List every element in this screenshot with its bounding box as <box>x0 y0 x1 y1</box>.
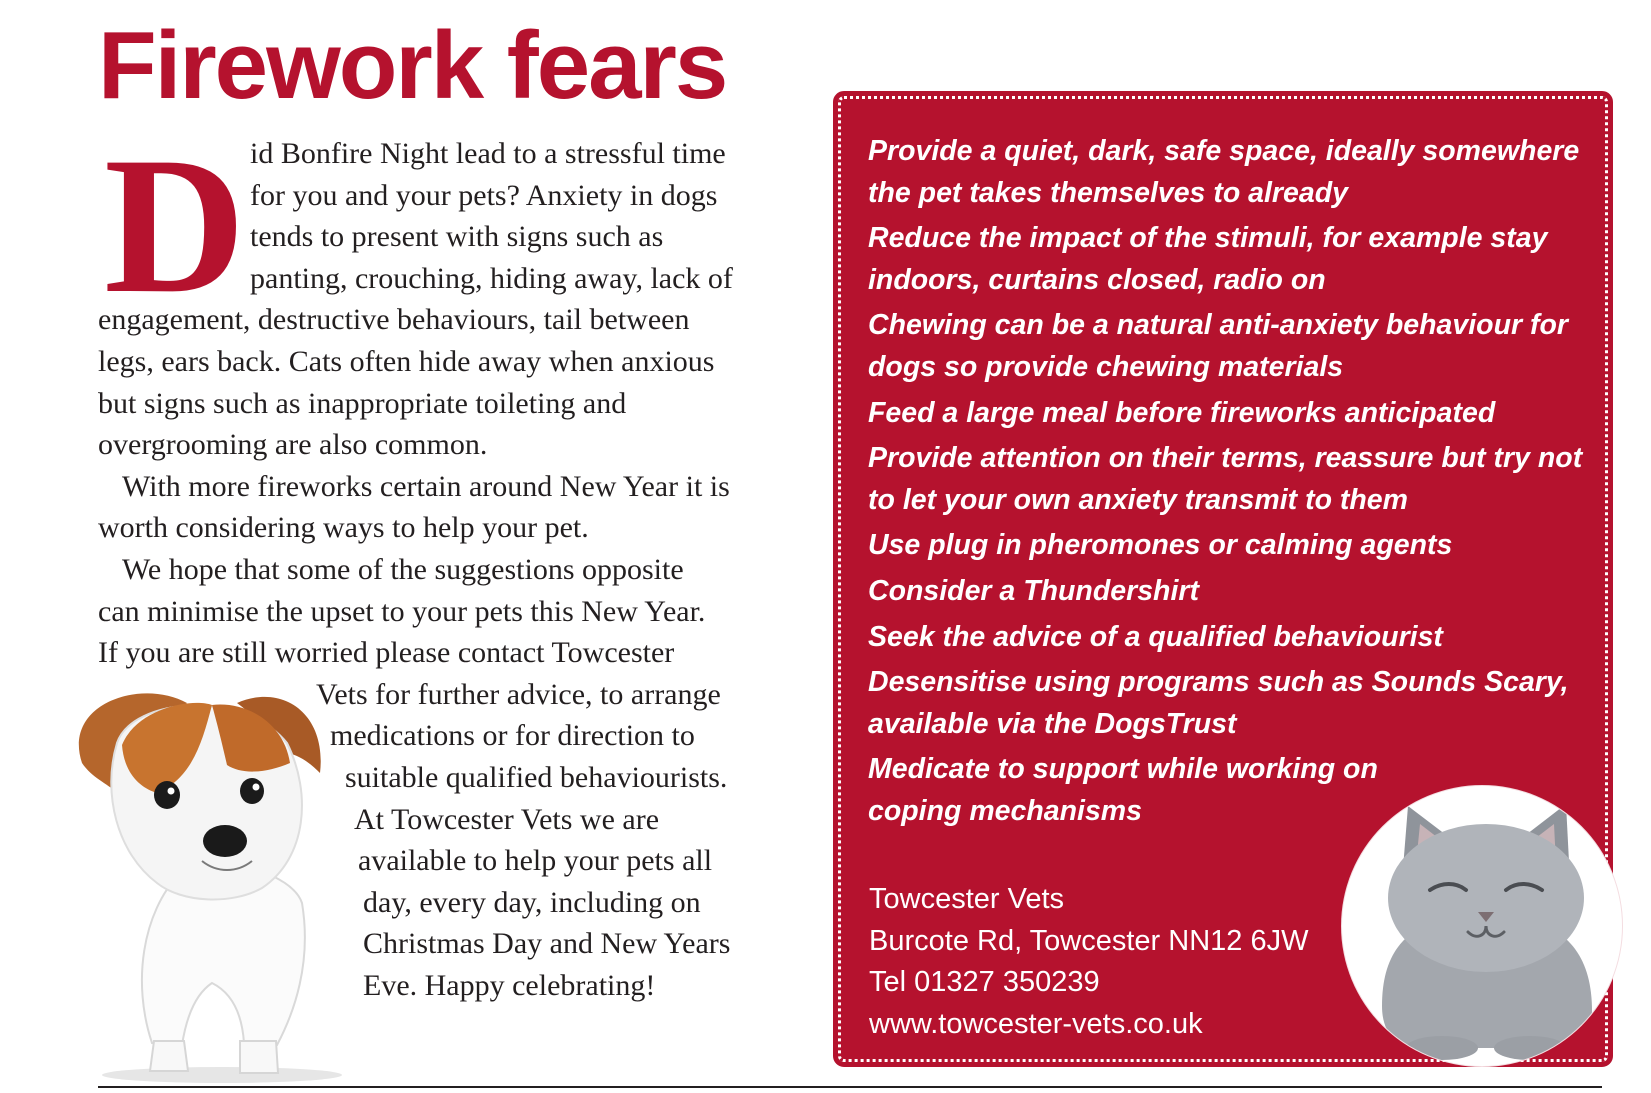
bottom-rule <box>98 1086 1602 1088</box>
body-line: If you are still worried please contact Towcester <box>98 636 675 670</box>
tip-line: Desensitise using programs such as Sounds Scary, <box>868 666 1569 699</box>
body-line: overgrooming are also common. <box>98 428 488 462</box>
tip-item <box>868 218 1608 301</box>
article-paragraph-2 <box>98 466 828 549</box>
cat-head <box>1388 824 1584 972</box>
tip-line: indoors, curtains closed, radio on <box>868 263 1326 296</box>
body-line: tends to present with signs such as <box>250 220 664 254</box>
body-line: can minimise the upset to your pets this New Year. <box>98 594 706 628</box>
body-line: We hope that some of the suggestions opposite <box>122 552 684 586</box>
contact-phone[interactable]: Tel 01327 350239 <box>869 966 1100 998</box>
body-line: Vets for further advice, to arrange <box>316 677 721 711</box>
tip-item <box>868 131 1608 214</box>
body-line: legs, ears back. Cats often hide away when anxious <box>98 344 715 378</box>
puppy-front-leg-right <box>240 1041 278 1073</box>
body-line: but signs such as inappropriate toileting and <box>98 386 627 420</box>
contact-address: Burcote Rd, Towcester NN12 6JW <box>869 924 1309 957</box>
tip-line: Chewing can be a natural anti-anxiety behaviour for <box>868 309 1568 342</box>
tip-item <box>868 305 1608 388</box>
body-line: panting, crouching, hiding away, lack of <box>250 261 733 295</box>
drop-cap: D <box>104 117 246 334</box>
puppy-eye-left <box>154 781 180 809</box>
body-line: medications or for direction to <box>330 719 695 753</box>
tip-line: dogs so provide chewing materials <box>868 350 1344 383</box>
tips-list <box>868 131 1608 837</box>
tip-item <box>868 393 1608 435</box>
tip-item <box>868 571 1608 613</box>
cat-illustration <box>1342 786 1622 1066</box>
tip-line: Provide a quiet, dark, safe space, ideally somewhere <box>868 135 1580 167</box>
body-line: id Bonfire Night lead to a stressful time <box>250 137 726 170</box>
body-line: With more fireworks certain around New Year it is <box>122 469 730 503</box>
puppy-front-leg-left <box>150 1041 188 1071</box>
tip-line: Feed a large meal before fireworks anticipated <box>868 396 1496 429</box>
article-paragraph-1 <box>98 133 828 466</box>
body-line: for you and your pets? Anxiety in dogs <box>250 178 718 212</box>
body-line: At Towcester Vets we are <box>354 802 660 836</box>
tip-item <box>868 438 1608 521</box>
puppy-image <box>62 682 362 1084</box>
body-line: available to help your pets all <box>358 844 713 878</box>
body-line: Eve. Happy celebrating! <box>363 968 656 1002</box>
contact-website-link[interactable]: www.towcester-vets.co.uk <box>869 1007 1203 1040</box>
tip-line: Medicate to support while working on <box>868 753 1378 786</box>
puppy-nose <box>203 825 247 857</box>
tip-line: Seek the advice of a qualified behaviourist <box>868 620 1443 653</box>
tip-line: the pet takes themselves to already <box>868 176 1348 209</box>
body-line: Christmas Day and New Years <box>363 927 731 961</box>
tip-line: Reduce the impact of the stimuli, for example stay <box>868 222 1548 255</box>
body-line: day, every day, including on <box>363 885 701 919</box>
article-title: Firework fears <box>98 12 727 119</box>
contact-name: Towcester Vets <box>869 883 1065 915</box>
puppy-eye-glint <box>168 788 175 795</box>
tip-line: Consider a Thundershirt <box>868 574 1199 607</box>
tip-item <box>868 525 1608 567</box>
puppy-shadow <box>102 1067 342 1083</box>
puppy-eye-glint <box>253 784 260 791</box>
tip-item <box>868 662 1608 745</box>
tip-item <box>868 617 1608 659</box>
tip-line: available via the DogsTrust <box>868 707 1237 740</box>
body-line: suitable qualified behaviourists. <box>345 760 728 794</box>
body-line: engagement, destructive behaviours, tail between <box>98 303 690 337</box>
body-line: worth considering ways to help your pet. <box>98 511 589 545</box>
puppy-eye-right <box>240 778 264 804</box>
tip-line: Provide attention on their terms, reassure but try not <box>868 442 1583 475</box>
tip-line: coping mechanisms <box>868 794 1142 827</box>
cat-image <box>1342 786 1622 1066</box>
tip-line: to let your own anxiety transmit to them <box>868 483 1408 516</box>
tip-line: Use plug in pheromones or calming agents <box>868 529 1453 562</box>
contact-block <box>869 879 1308 1045</box>
